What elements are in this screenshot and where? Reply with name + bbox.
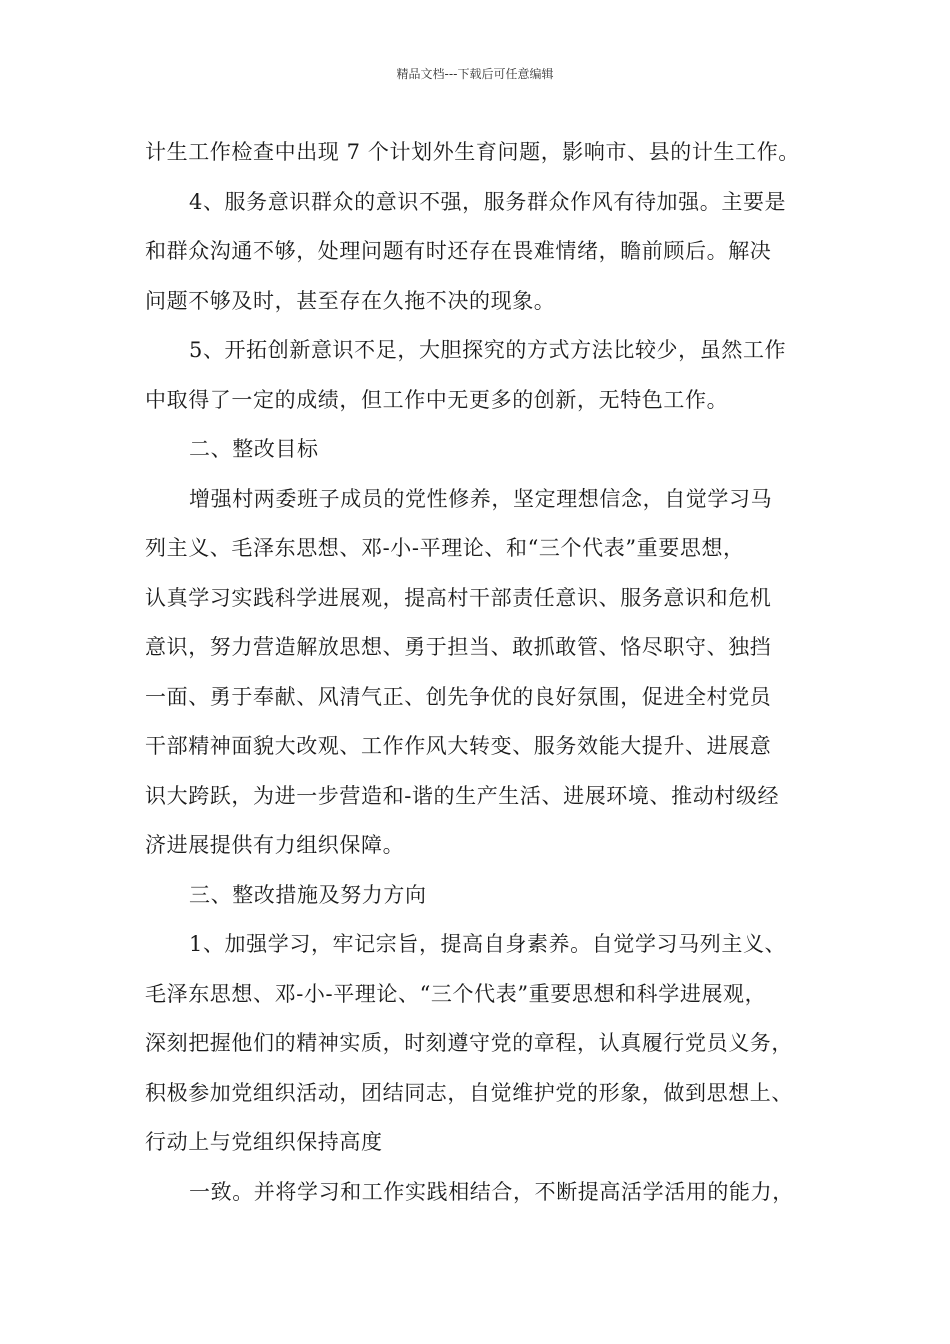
text-line: 干部精神面貌大改观、工作作风大转变、服务效能大提升、进展意 bbox=[145, 734, 772, 758]
page-header: 精品文档---下载后可任意编辑 bbox=[396, 67, 554, 81]
section-heading: 二、整改目标 bbox=[189, 437, 319, 461]
text-line: 列主义、毛泽东思想、邓-小-平理论、和“三个代表”重要思想， bbox=[145, 536, 745, 560]
text-line: 行动上与党组织保持高度 bbox=[145, 1130, 383, 1154]
text-line: 和群众沟通不够，处理问题有时还存在畏难情绪，瞻前顾后。解决 bbox=[145, 239, 772, 263]
text-line: 一致。并将学习和工作实践相结合，不断提高活学活用的能力， bbox=[189, 1179, 794, 1204]
text-line: 意识，努力营造解放思想、勇于担当、敢抓敢管、恪尽职守、独挡 bbox=[145, 635, 772, 659]
text-line: 中取得了一定的成绩，但工作中无更多的创新，无特色工作。 bbox=[145, 387, 729, 412]
text-line: 积极参加党组织活动，团结同志，自觉维护党的形象，做到思想上、 bbox=[145, 1080, 793, 1105]
text-line: 问题不够及时，甚至存在久拖不决的现象。 bbox=[145, 288, 556, 313]
text-line: 深刻把握他们的精神实质，时刻遵守党的章程，认真履行党员义务， bbox=[145, 1031, 793, 1055]
document-body bbox=[145, 128, 835, 1217]
text-line: 1、加强学习，牢记宗旨，提高自身素养。自觉学习马列主义、 bbox=[189, 932, 787, 956]
text-line: 济进展提供有力组织保障。 bbox=[145, 833, 405, 857]
text-line: 计生工作检查中出现 7 个计划外生育问题，影响市、县的计生工作。 bbox=[145, 140, 800, 164]
text-line: 认真学习实践科学进展观，提高村干部责任意识、服务意识和危机 bbox=[145, 585, 772, 610]
text-line: 毛泽东思想、邓-小-平理论、“三个代表”重要思想和科学进展观， bbox=[145, 981, 767, 1006]
text-line: 识大跨跃，为进一步营造和-谐的生产生活、进展环境、推动村级经 bbox=[145, 783, 780, 808]
section-heading: 三、整改措施及努力方向 bbox=[189, 882, 427, 907]
text-line: 一面、勇于奉献、风清气正、创先争优的良好氛围，促进全村党员 bbox=[145, 684, 772, 709]
text-line: 5、开拓创新意识不足，大胆探究的方式方法比较少，虽然工作 bbox=[189, 338, 787, 362]
text-line: 4、服务意识群众的意识不强，服务群众作风有待加强。主要是 bbox=[189, 189, 787, 214]
text-line: 增强村两委班子成员的党性修养，坚定理想信念，自觉学习马 bbox=[189, 486, 773, 511]
